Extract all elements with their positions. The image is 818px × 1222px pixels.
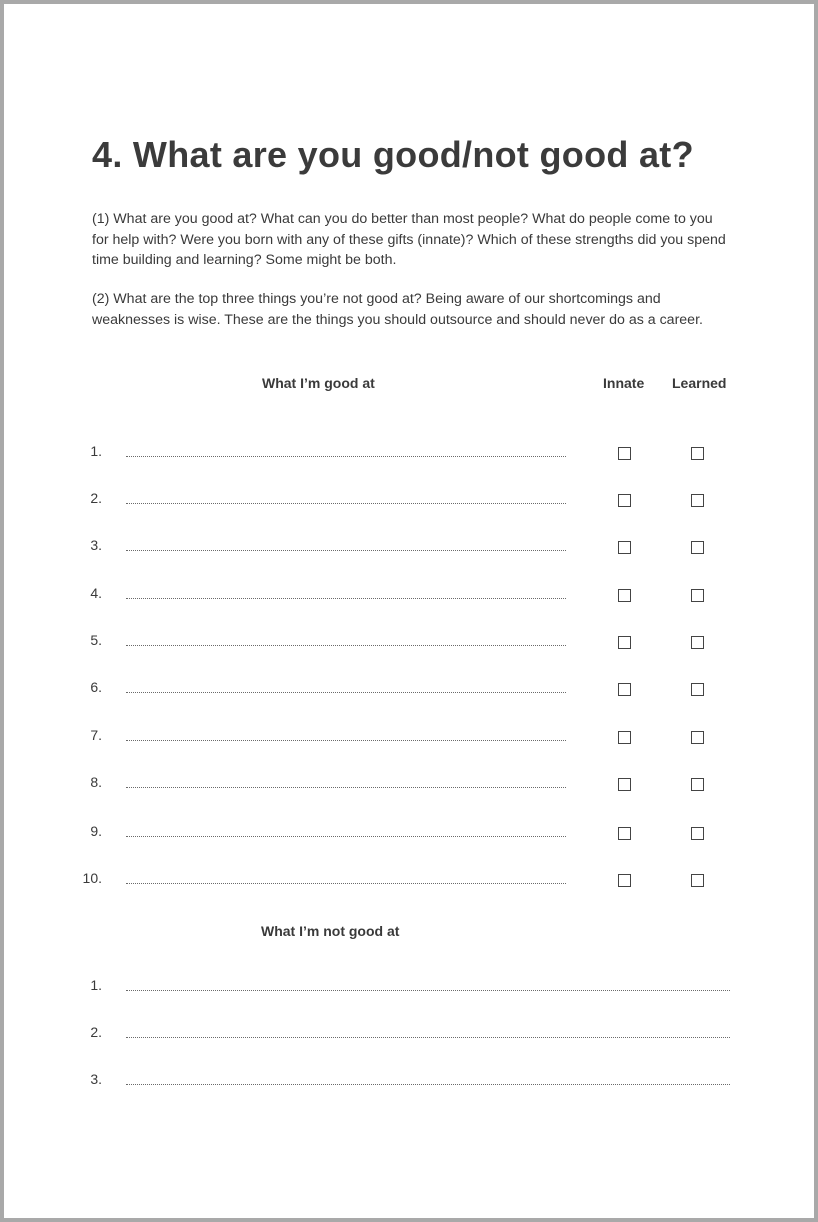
good-at-write-line[interactable] xyxy=(126,550,566,551)
learned-checkbox[interactable] xyxy=(691,589,704,602)
good-at-write-line[interactable] xyxy=(126,503,566,504)
not-good-at-row xyxy=(4,1024,814,1046)
learned-checkbox[interactable] xyxy=(691,541,704,554)
good-at-heading: What I’m good at xyxy=(262,375,375,391)
not-good-at-write-line[interactable] xyxy=(126,990,730,991)
good-at-row xyxy=(4,679,814,701)
learned-checkbox[interactable] xyxy=(691,636,704,649)
row-number: 3. xyxy=(90,1071,102,1087)
good-at-row xyxy=(4,823,814,845)
good-at-write-line[interactable] xyxy=(126,787,566,788)
good-at-row xyxy=(4,537,814,559)
good-at-write-line[interactable] xyxy=(126,740,566,741)
innate-checkbox[interactable] xyxy=(618,731,631,744)
good-at-write-line[interactable] xyxy=(126,692,566,693)
good-at-row xyxy=(4,585,814,607)
innate-checkbox[interactable] xyxy=(618,827,631,840)
not-good-at-write-line[interactable] xyxy=(126,1037,730,1038)
row-number: 8. xyxy=(90,774,102,790)
good-at-write-line[interactable] xyxy=(126,883,566,884)
good-at-row xyxy=(4,774,814,796)
good-at-row xyxy=(4,727,814,749)
learned-checkbox[interactable] xyxy=(691,731,704,744)
learned-checkbox[interactable] xyxy=(691,827,704,840)
good-at-row xyxy=(4,490,814,512)
instructions-paragraph-2: (2) What are the top three things you’re not good at? Being aware of our shortcomings and weaknesses is wise. These are the things you should outsource and should never do as a career. xyxy=(92,291,703,328)
good-at-row xyxy=(4,632,814,654)
good-at-row xyxy=(4,870,814,892)
innate-checkbox[interactable] xyxy=(618,636,631,649)
not-good-at-row xyxy=(4,977,814,999)
row-number: 5. xyxy=(90,632,102,648)
good-at-row xyxy=(4,443,814,465)
instructions-paragraph-1: (1) What are you good at? What can you do better than most people? What do people come to you for help with? Were you born with any of these gifts (innate)? Which of these strengths did you spend time building and learning? Some might be both. xyxy=(92,211,726,268)
not-good-at-row xyxy=(4,1071,814,1093)
learned-column-header: Learned xyxy=(672,375,727,391)
learned-checkbox[interactable] xyxy=(691,683,704,696)
learned-checkbox[interactable] xyxy=(691,874,704,887)
row-number: 3. xyxy=(90,537,102,553)
learned-checkbox[interactable] xyxy=(691,447,704,460)
row-number: 2. xyxy=(90,490,102,506)
good-at-write-line[interactable] xyxy=(126,598,566,599)
learned-checkbox[interactable] xyxy=(691,494,704,507)
innate-checkbox[interactable] xyxy=(618,874,631,887)
learned-checkbox[interactable] xyxy=(691,778,704,791)
innate-checkbox[interactable] xyxy=(618,447,631,460)
good-at-write-line[interactable] xyxy=(126,645,566,646)
innate-checkbox[interactable] xyxy=(618,589,631,602)
row-number: 1. xyxy=(90,443,102,459)
innate-checkbox[interactable] xyxy=(618,541,631,554)
row-number: 7. xyxy=(90,727,102,743)
row-number: 1. xyxy=(90,977,102,993)
innate-checkbox[interactable] xyxy=(618,778,631,791)
row-number: 9. xyxy=(90,823,102,839)
innate-checkbox[interactable] xyxy=(618,683,631,696)
innate-column-header: Innate xyxy=(603,375,645,391)
innate-checkbox[interactable] xyxy=(618,494,631,507)
not-good-at-heading: What I’m not good at xyxy=(261,923,400,939)
row-number: 4. xyxy=(90,585,102,601)
good-at-write-line[interactable] xyxy=(126,456,566,457)
page-title: 4. What are you good/not good at? xyxy=(92,134,694,175)
good-at-write-line[interactable] xyxy=(126,836,566,837)
row-number: 2. xyxy=(90,1024,102,1040)
row-number: 6. xyxy=(90,679,102,695)
not-good-at-write-line[interactable] xyxy=(126,1084,730,1085)
row-number: 10. xyxy=(82,870,102,886)
